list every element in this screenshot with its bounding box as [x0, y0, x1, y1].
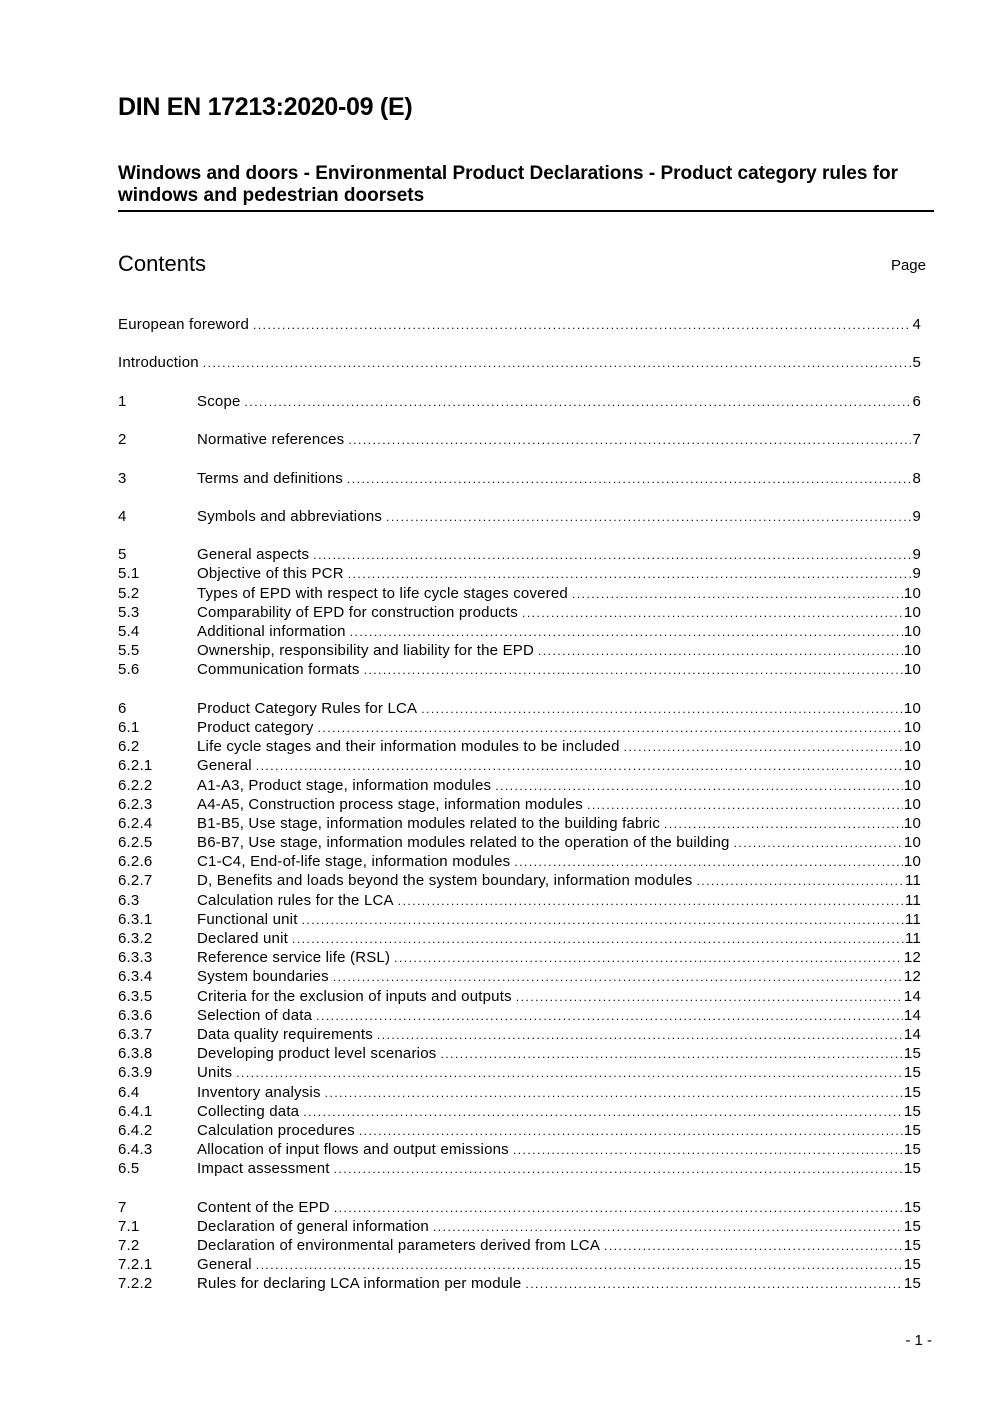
toc-entry-number: 7.1 — [118, 1217, 140, 1235]
toc-dot-leader — [236, 1064, 903, 1083]
toc-entry-number: 5.5 — [118, 642, 140, 660]
toc-entry-title: Data quality requirements — [197, 1025, 373, 1043]
toc-entry-page: 11 — [905, 891, 921, 909]
toc-entry[interactable] — [118, 833, 921, 852]
toc-entry-page: 9 — [912, 546, 921, 564]
toc-entry-page: 4 — [912, 316, 921, 333]
toc-entry-number: 7.2.2 — [118, 1275, 153, 1293]
toc-entry-number: 6.3 — [118, 891, 140, 909]
toc-entry-number: 6.4 — [118, 1083, 140, 1101]
toc-entry-title: European foreword — [118, 316, 249, 333]
toc-entry-page: 11 — [905, 930, 921, 947]
toc-dot-leader — [334, 1199, 903, 1218]
toc-dot-leader — [440, 1045, 902, 1064]
toc-entry-number: 1 — [118, 392, 127, 410]
toc-entry-number: 6.4.3 — [118, 1141, 153, 1159]
toc-dot-leader — [203, 354, 912, 373]
toc-entry-title: Communication formats — [197, 661, 360, 679]
toc-entry-title: Ownership, responsibility and liability for the EPD — [197, 642, 535, 660]
toc-entry[interactable] — [118, 776, 921, 795]
toc-entry-page: 15 — [903, 1083, 921, 1101]
toc-entry-page: 10 — [903, 757, 921, 775]
toc-entry-page: 9 — [912, 565, 921, 583]
toc-dot-leader — [253, 316, 911, 335]
toc-entry-page: 15 — [903, 1045, 921, 1063]
toc-entry-title: Content of the EPD — [197, 1198, 330, 1216]
toc-entry-page: 10 — [903, 661, 921, 679]
toc-entry[interactable] — [118, 1140, 921, 1159]
toc-entry[interactable] — [118, 891, 921, 910]
document-id: DIN EN 17213:2020-09 (E) — [118, 93, 413, 121]
toc-entry-title: Calculation rules for the LCA — [197, 891, 394, 909]
toc-entry-number: 6.4.1 — [118, 1102, 153, 1120]
toc-entry[interactable] — [118, 1255, 921, 1274]
toc-entry-page: 7 — [912, 431, 921, 449]
toc-dot-leader — [292, 930, 904, 949]
toc-entry-number: 5.3 — [118, 603, 140, 621]
toc-entry-number: 6.1 — [118, 718, 140, 736]
toc-dot-leader — [398, 892, 904, 911]
toc-entry[interactable] — [118, 1102, 921, 1121]
toc-entry[interactable] — [118, 967, 921, 986]
toc-entry-page: 15 — [903, 1121, 921, 1139]
toc-entry-number: 5.4 — [118, 623, 140, 640]
toc-dot-leader — [572, 585, 903, 604]
toc-dot-leader — [664, 815, 903, 834]
toc-entry-number: 6.5 — [118, 1160, 140, 1178]
toc-dot-leader — [325, 1084, 903, 1103]
toc-entry-page: 10 — [903, 718, 921, 736]
page-number: - 1 - — [905, 1332, 932, 1349]
toc-entry-title: Product category — [197, 718, 314, 736]
toc-entry-page: 15 — [903, 1064, 921, 1082]
toc-entry[interactable] — [118, 814, 921, 833]
toc-entry-title: Normative references — [197, 431, 345, 449]
toc-dot-leader — [525, 1275, 903, 1294]
toc-entry-number: 6.2.2 — [118, 776, 153, 794]
toc-entry-title: General aspects — [197, 546, 310, 564]
toc-entry-page: 14 — [903, 987, 921, 1005]
toc-entry-title: Introduction — [118, 354, 199, 372]
toc-entry-number: 6.2.1 — [118, 757, 153, 775]
toc-dot-leader — [522, 604, 903, 623]
toc-dot-leader — [334, 1160, 903, 1179]
toc-entry-number: 6 — [118, 699, 127, 717]
toc-entry-title: Calculation procedures — [197, 1121, 355, 1139]
toc-entry[interactable] — [118, 987, 921, 1006]
toc-dot-leader — [386, 508, 911, 527]
toc-entry[interactable] — [118, 564, 921, 583]
toc-entry[interactable] — [118, 1236, 921, 1255]
toc-entry[interactable] — [118, 430, 921, 449]
toc-entry[interactable] — [118, 718, 921, 737]
toc-entry[interactable] — [118, 1121, 921, 1140]
toc-dot-leader — [348, 431, 911, 450]
toc-dot-leader — [394, 949, 903, 968]
toc-entry-title: Terms and definitions — [197, 469, 343, 487]
toc-entry-page: 14 — [903, 1006, 921, 1024]
toc-entry-page: 15 — [903, 1256, 921, 1274]
toc-entry-page: 5 — [912, 354, 921, 372]
toc-entry-title: Collecting data — [197, 1102, 300, 1120]
toc-entry-number: 5.2 — [118, 584, 140, 602]
toc-entry-page: 12 — [903, 968, 921, 986]
toc-entry-title: Selection of data — [197, 1006, 313, 1024]
table-of-contents — [118, 315, 921, 1294]
toc-entry[interactable] — [118, 1083, 921, 1102]
toc-entry-page: 11 — [905, 872, 921, 890]
toc-entry-page: 6 — [912, 392, 921, 410]
toc-dot-leader — [495, 777, 903, 796]
toc-entry-title: Units — [197, 1064, 233, 1082]
toc-dot-leader — [302, 911, 904, 930]
toc-entry-title: Product Category Rules for LCA — [197, 699, 418, 717]
toc-entry[interactable] — [118, 756, 921, 775]
toc-entry-title: Objective of this PCR — [197, 565, 344, 583]
toc-dot-leader — [256, 1256, 903, 1275]
toc-dot-leader — [514, 853, 903, 872]
toc-entry[interactable] — [118, 871, 921, 890]
toc-entry[interactable] — [118, 929, 921, 948]
toc-entry-number: 6.2.6 — [118, 853, 153, 871]
toc-dot-leader — [318, 719, 903, 738]
toc-entry-title: Declared unit — [197, 930, 288, 947]
toc-dot-leader — [538, 642, 903, 661]
toc-entry[interactable] — [118, 507, 921, 526]
toc-entry[interactable] — [118, 737, 921, 756]
toc-entry-title: Types of EPD with respect to life cycle stages covered — [197, 584, 568, 602]
toc-entry-page: 8 — [912, 469, 921, 487]
toc-dot-leader — [303, 1103, 903, 1122]
toc-dot-leader — [256, 757, 903, 776]
toc-entry[interactable] — [118, 469, 921, 488]
toc-dot-leader — [421, 700, 903, 719]
toc-entry-number: 5.6 — [118, 661, 140, 679]
toc-entry-page: 10 — [903, 603, 921, 621]
toc-entry-title: Developing product level scenarios — [197, 1045, 437, 1063]
toc-entry-number: 6.3.5 — [118, 987, 153, 1005]
toc-entry-title: Allocation of input flows and output emissions — [197, 1141, 509, 1159]
toc-entry-title: Declaration of environmental parameters derived from LCA — [197, 1237, 601, 1254]
document-title: Windows and doors - Environmental Product Declarations - Product category rules for windows and pedestrian doorsets — [118, 163, 899, 206]
toc-entry[interactable] — [118, 1274, 921, 1293]
toc-entry-title: General — [197, 757, 252, 775]
toc-entry-title: Comparability of EPD for construction products — [197, 603, 518, 621]
toc-entry-number: 6.3.4 — [118, 968, 153, 986]
toc-entry-page: 15 — [903, 1217, 921, 1235]
toc-dot-leader — [245, 393, 912, 412]
toc-entry[interactable] — [118, 1063, 921, 1082]
toc-entry-number: 6.2.5 — [118, 834, 153, 852]
toc-entry-number: 6.3.3 — [118, 949, 153, 967]
toc-entry-title: A4-A5, Construction process stage, information modules — [197, 795, 583, 813]
toc-entry-page: 15 — [903, 1275, 921, 1293]
page-column-label: Page — [890, 257, 926, 274]
toc-entry[interactable] — [118, 622, 921, 641]
toc-entry[interactable] — [118, 315, 921, 334]
toc-entry-title: Rules for declaring LCA information per module — [197, 1275, 522, 1293]
title-rule — [118, 210, 934, 212]
toc-dot-leader — [734, 834, 903, 853]
toc-entry-number: 7 — [118, 1198, 127, 1216]
toc-entry-number: 6.3.9 — [118, 1064, 153, 1082]
toc-entry[interactable] — [118, 392, 921, 411]
toc-entry[interactable] — [118, 660, 921, 679]
toc-dot-leader — [624, 738, 903, 757]
toc-dot-leader — [516, 988, 903, 1007]
toc-entry-title: Reference service life (RSL) — [197, 949, 391, 967]
toc-entry-number: 6.3.8 — [118, 1045, 153, 1063]
toc-entry-title: D, Benefits and loads beyond the system boundary, information modules — [197, 872, 693, 890]
toc-entry-page: 10 — [903, 699, 921, 717]
toc-dot-leader — [359, 1122, 903, 1141]
toc-dot-leader — [696, 872, 904, 891]
toc-dot-leader — [313, 546, 911, 565]
toc-entry[interactable] — [118, 852, 921, 871]
toc-entry-number: 6.3.1 — [118, 910, 153, 928]
toc-dot-leader — [604, 1237, 903, 1256]
toc-entry-title: Life cycle stages and their information modules to be included — [197, 738, 620, 756]
toc-entry-page: 10 — [903, 776, 921, 794]
toc-entry[interactable] — [118, 603, 921, 622]
toc-entry[interactable] — [118, 641, 921, 660]
toc-entry[interactable] — [118, 910, 921, 929]
toc-dot-leader — [333, 968, 903, 987]
contents-heading: Contents — [118, 251, 207, 276]
toc-entry-title: Scope — [197, 392, 241, 410]
toc-entry[interactable] — [118, 1217, 921, 1236]
toc-entry-number: 7.2 — [118, 1237, 140, 1254]
toc-entry-page: 10 — [903, 738, 921, 756]
toc-entry-page: 15 — [903, 1237, 921, 1254]
toc-entry-title: Inventory analysis — [197, 1083, 321, 1101]
toc-entry[interactable] — [118, 1159, 921, 1178]
toc-entry-page: 11 — [905, 910, 921, 928]
toc-entry[interactable] — [118, 948, 921, 967]
toc-entry[interactable] — [118, 1025, 921, 1044]
toc-dot-leader — [316, 1007, 903, 1026]
toc-dot-leader — [513, 1141, 903, 1160]
toc-entry-number: 6.3.7 — [118, 1025, 153, 1043]
toc-entry[interactable] — [118, 1198, 921, 1217]
toc-entry-page: 10 — [903, 584, 921, 602]
toc-dot-leader — [364, 661, 903, 680]
toc-dot-leader — [377, 1026, 903, 1045]
toc-entry-page: 14 — [903, 1025, 921, 1043]
toc-entry-title: C1-C4, End-of-life stage, information modules — [197, 853, 511, 871]
toc-entry-page: 9 — [912, 507, 921, 525]
toc-entry-page: 10 — [903, 623, 921, 640]
toc-entry-number: 7.2.1 — [118, 1256, 153, 1274]
toc-entry-number: 5 — [118, 546, 127, 564]
toc-entry-page: 15 — [903, 1102, 921, 1120]
toc-dot-leader — [433, 1218, 903, 1237]
toc-entry-page: 15 — [903, 1198, 921, 1216]
toc-entry-number: 2 — [118, 431, 127, 449]
toc-entry-number: 6.4.2 — [118, 1121, 153, 1139]
toc-entry-title: B6-B7, Use stage, information modules related to the operation of the building — [197, 834, 730, 852]
toc-entry-title: Symbols and abbreviations — [197, 507, 383, 525]
toc-entry-title: Declaration of general information — [197, 1217, 429, 1235]
toc-entry-title: Additional information — [197, 623, 346, 640]
toc-entry-title: Impact assessment — [197, 1160, 330, 1178]
toc-entry-number: 6.3.6 — [118, 1006, 153, 1024]
toc-entry-title: B1-B5, Use stage, information modules related to the building fabric — [197, 814, 661, 832]
toc-entry-number: 6.2.4 — [118, 814, 153, 832]
toc-entry[interactable] — [118, 353, 921, 372]
toc-dot-leader — [347, 470, 912, 489]
toc-entry-page: 10 — [903, 642, 921, 660]
toc-entry[interactable] — [118, 699, 921, 718]
toc-entry[interactable] — [118, 795, 921, 814]
toc-entry-number: 6.2.7 — [118, 872, 153, 890]
toc-entry[interactable] — [118, 1044, 921, 1063]
toc-entry-page: 10 — [903, 853, 921, 871]
toc-dot-leader — [350, 623, 903, 642]
toc-entry-title: General — [197, 1256, 252, 1274]
toc-entry-title: A1-A3, Product stage, information modules — [197, 776, 492, 794]
toc-entry-page: 10 — [903, 834, 921, 852]
toc-entry-number: 3 — [118, 469, 127, 487]
toc-entry-number: 6.3.2 — [118, 930, 153, 947]
toc-entry-number: 4 — [118, 507, 127, 525]
toc-entry-page: 12 — [903, 949, 921, 967]
toc-entry-title: Functional unit — [197, 910, 298, 928]
toc-entry-page: 15 — [903, 1141, 921, 1159]
toc-entry[interactable] — [118, 1006, 921, 1025]
toc-entry-title: System boundaries — [197, 968, 329, 986]
toc-entry[interactable] — [118, 545, 921, 564]
toc-entry-page: 10 — [903, 795, 921, 813]
toc-dot-leader — [348, 565, 912, 584]
toc-entry-page: 10 — [903, 814, 921, 832]
toc-entry-title: Criteria for the exclusion of inputs and outputs — [197, 987, 512, 1005]
toc-entry-number: 6.2.3 — [118, 795, 153, 813]
toc-entry[interactable] — [118, 584, 921, 603]
toc-entry-page: 15 — [903, 1160, 921, 1178]
toc-entry-number: 6.2 — [118, 738, 140, 756]
toc-entry-number: 5.1 — [118, 565, 140, 583]
toc-dot-leader — [587, 796, 903, 815]
